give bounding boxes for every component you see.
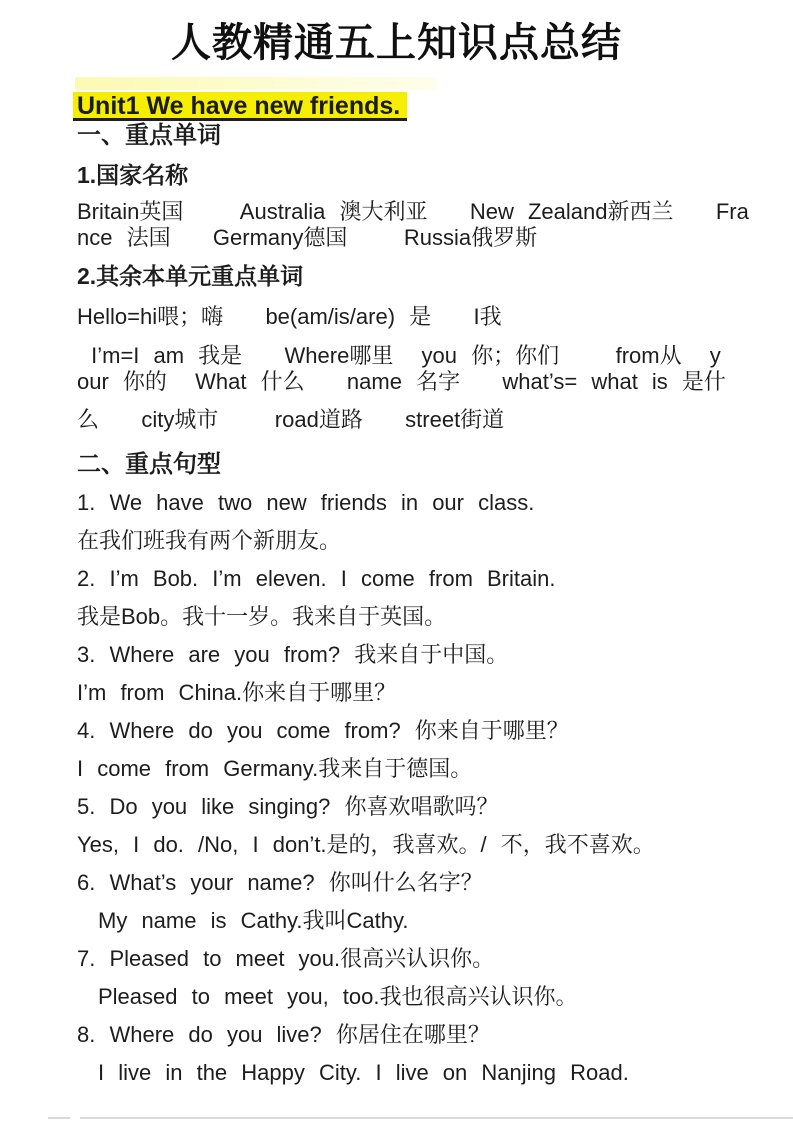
sentence-line-answer: Pleased to meet you, too.我也很高兴认识你。 [98, 984, 578, 1009]
text-line: Hello=hi喂；嗨 be(am/is/are) 是 I我 [77, 304, 502, 329]
sentence-line: 1. We have two new friends in our class. [77, 490, 535, 515]
other-words-paragraph-2 [77, 343, 743, 395]
text-line: our 你的 What 什么 name 名字 what’s= what is 是什 [77, 369, 726, 394]
sentence-line: I come from Germany.我来自于德国。 [77, 756, 473, 781]
text-line: I’m=I am 我是 Where哪里 you 你；你们 from从 y [77, 343, 721, 368]
text-line: 么 city城市 road道路 street街道 [77, 407, 505, 432]
other-words-paragraph-1 [77, 304, 743, 330]
sentence-line: 2. I’m Bob. I’m eleven. I come from Britain. [77, 566, 556, 591]
sentence-line: 在我们班我有两个新朋友。 [77, 528, 342, 553]
subheading-other-key-words: 2.其余本单元重点单词 [77, 263, 304, 289]
page-bottom-divider-line [80, 1117, 793, 1119]
text-line: Britain英国 Australia 澳大利亚 New Zealand新西兰 Fra [77, 199, 749, 224]
sentence-line: I’m from China.你来自于哪里？ [77, 680, 397, 705]
sentence-line: 6. What’s your name? 你叫什么名字？ [77, 870, 483, 895]
sentence-line: 我是Bob。我十一岁。我来自于英国。 [77, 604, 447, 629]
page-title: 人教精通五上知识点总结 [171, 21, 622, 65]
faded-highlight-strip [75, 77, 437, 90]
sentence-line: 5. Do you like singing? 你喜欢唱歌吗？ [77, 794, 499, 819]
section-heading-key-words: 一、重点单词 [77, 122, 221, 149]
sentence-line: 3. Where are you from? 我来自于中国。 [77, 642, 509, 667]
section-heading-key-sentences: 二、重点句型 [77, 451, 221, 478]
sentence-line-answer: My name is Cathy.我叫Cathy. [98, 908, 409, 933]
sentence-line: 4. Where do you come from? 你来自于哪里？ [77, 718, 569, 743]
unit-heading-highlighted: Unit1 We have new friends. [73, 92, 407, 121]
unit-heading-row [77, 92, 743, 121]
sentences-list [77, 490, 743, 1086]
text-line: nce 法国 Germany德国 Russia俄罗斯 [77, 225, 538, 250]
sentence-line-answer: I live in the Happy City. I live on Nanjing Road. [98, 1060, 629, 1085]
countries-paragraph [77, 199, 749, 251]
subheading-country-names: 1.国家名称 [77, 162, 189, 188]
sentence-line: Yes, I do. /No, I don’t.是的，我喜欢。/ 不，我不喜欢。 [77, 832, 655, 857]
sentence-line: 7. Pleased to meet you.很高兴认识你。 [77, 946, 495, 971]
page-content [0, 77, 793, 1086]
sentence-line: 8. Where do you live? 你居住在哪里？ [77, 1022, 490, 1047]
other-words-paragraph-3 [77, 407, 743, 433]
page-bottom-divider-dash [48, 1117, 70, 1119]
